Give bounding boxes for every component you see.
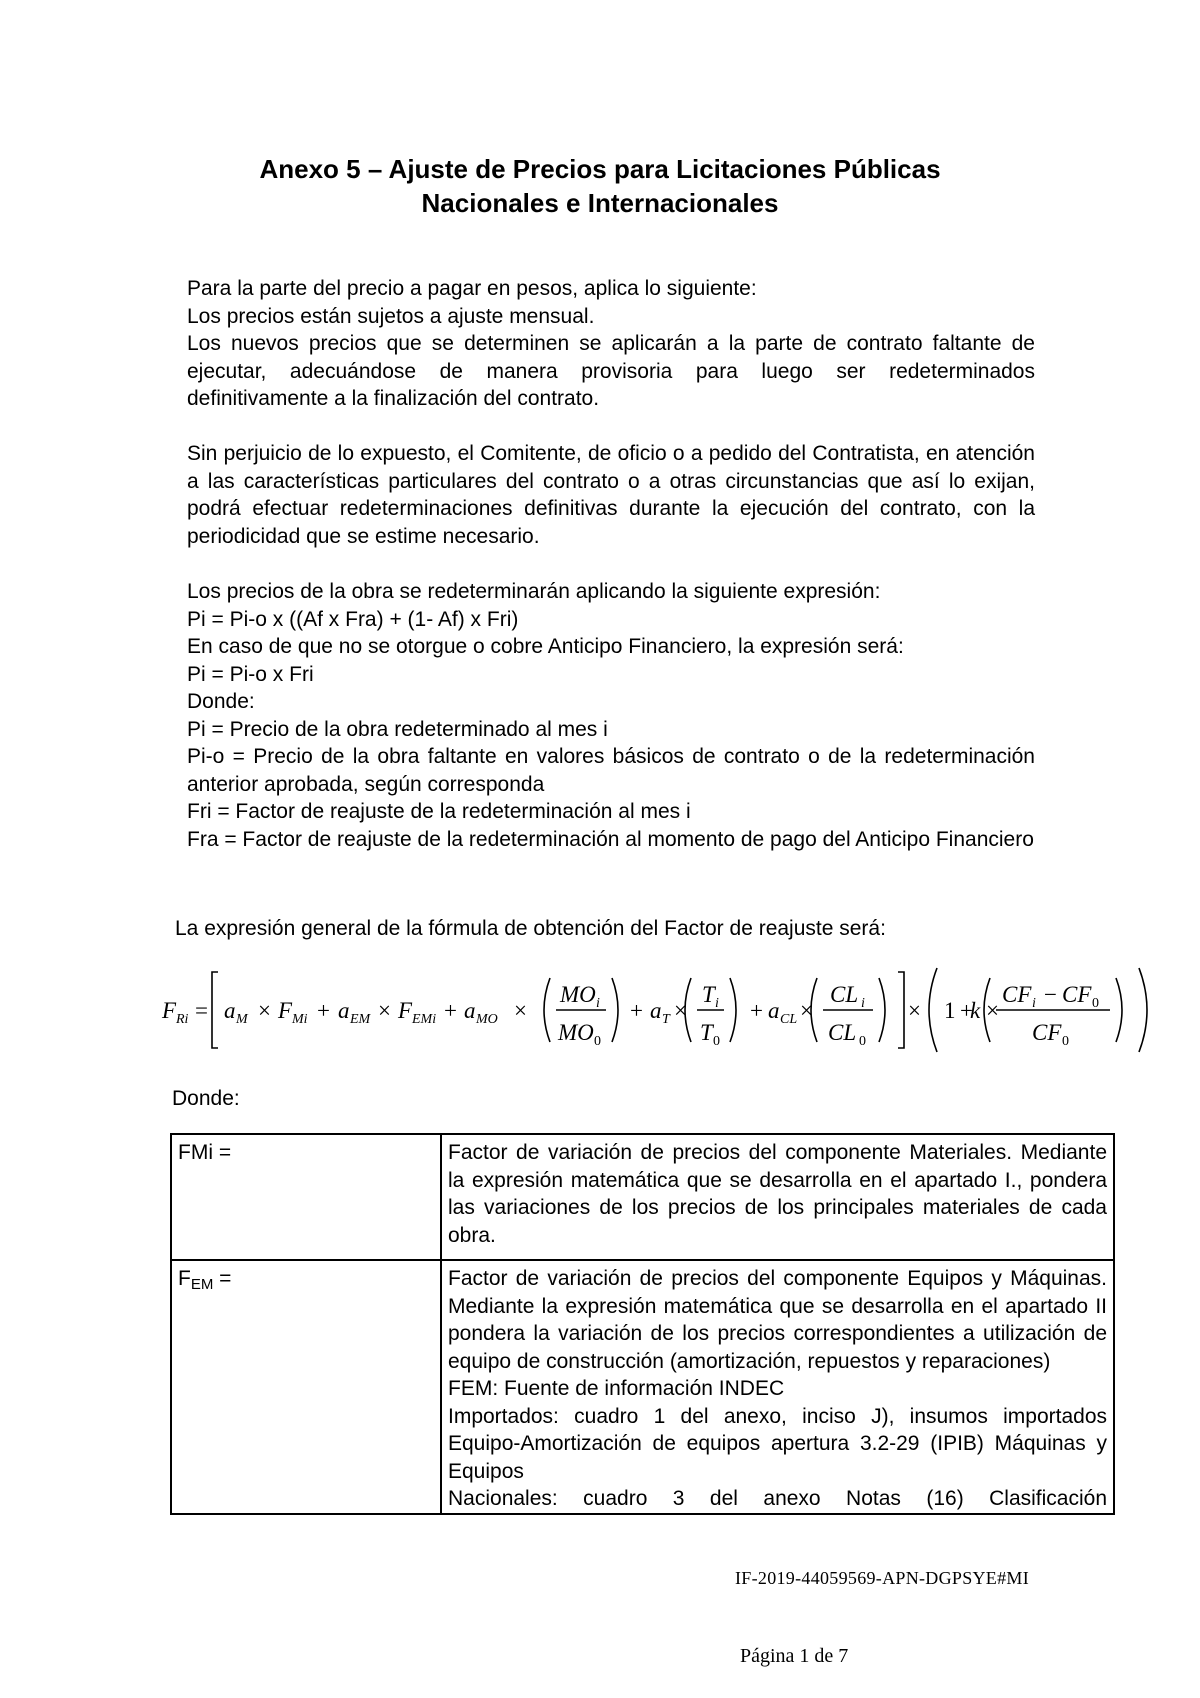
formula-EM: EM xyxy=(350,1012,371,1027)
formula-aM: a xyxy=(224,998,236,1023)
def-key-fem: $F_{EM}$ = xyxy=(171,1260,441,1514)
donde-label: Donde: xyxy=(187,690,255,713)
donde-label-2: Donde: xyxy=(172,1087,240,1110)
bracket-left xyxy=(212,972,218,1048)
intro-block xyxy=(187,275,1035,413)
table-row xyxy=(171,1134,1114,1260)
formula-CL0: CL xyxy=(828,1020,857,1045)
def-fra: Fra = Factor de reajuste de la redeterminación al momento de pago del Anticipo Financiero xyxy=(187,827,1034,851)
formula-MOi: MO xyxy=(560,982,596,1007)
formula-p4: + xyxy=(750,998,763,1023)
formula-Mi: Mi xyxy=(292,1012,308,1027)
formula-aCL: a xyxy=(768,998,780,1023)
formula-p5: + xyxy=(960,998,973,1023)
formula-x2: × xyxy=(378,998,391,1023)
def-fem-source: FEM: Fuente de información INDEC xyxy=(448,1377,785,1400)
paren-outer-left xyxy=(929,968,937,1052)
formula-FEMi: F xyxy=(398,998,413,1023)
def-fem-text: Factor de variación de precios del componente Equipos y Máquinas. Mediante la expresión matemática que se desarrolla en el apartado II pondera la variación de los precios correspondientes a utilización de equipo de construcción (amortización, repuestos y reparaciones) xyxy=(448,1267,1107,1373)
paren-cl-right xyxy=(879,978,885,1042)
formula-aT: a xyxy=(650,998,662,1023)
formula-CLi: CL xyxy=(830,982,859,1007)
formula-T0: T xyxy=(700,1020,713,1045)
paren-t-right xyxy=(730,978,736,1042)
document-id: IF-2019-44059569-APN-DGPSYE#MI xyxy=(735,1568,1030,1588)
formula-aMO: a xyxy=(464,998,476,1023)
formula-CFi-sub: i xyxy=(1032,996,1036,1011)
formula-k: k xyxy=(970,998,981,1023)
formula-Ti: T xyxy=(702,982,715,1007)
adjustment-factor-formula xyxy=(160,964,1150,1056)
formula-M: M xyxy=(236,1012,248,1027)
def-key-fmi: FMi = xyxy=(171,1134,441,1260)
def-pi: Pi = Precio de la obra redeterminado al mes i xyxy=(187,717,608,741)
formula-MO0-sub: 0 xyxy=(594,1034,601,1049)
formula-EMi: EMi xyxy=(412,1012,437,1027)
formula-T: T xyxy=(662,1012,670,1027)
formula-CFi: CF xyxy=(1002,982,1032,1007)
formula-CL0-sub: 0 xyxy=(859,1034,866,1049)
paren-cf-right xyxy=(1116,978,1122,1042)
expression-2: Pi = Pi-o x Fri xyxy=(187,662,314,686)
expression-no-advance: En caso de que no se otorgue o cobre Anticipo Financiero, la expresión será: xyxy=(187,635,904,658)
formula-T0-sub: 0 xyxy=(713,1034,720,1049)
formula-x5: × xyxy=(800,998,813,1023)
paragraph-sin-perjuicio: Sin perjuicio de lo expuesto, el Comitente, de oficio o a pedido del Contratista, en atención a las características particulares del contrato o a otras circunstancias que así lo exijan, podrá efectuar redeterminaciones definitivas durante la ejecución del contrato, con la periodicidad que se estime necesario. xyxy=(187,442,1035,548)
intro-line-2: Los precios están sujetos a ajuste mensual. xyxy=(187,304,595,328)
formula-x4: × xyxy=(674,998,687,1023)
page-number: Página 1 de 7 xyxy=(740,1645,849,1667)
intro-paragraph: Los nuevos precios que se determinen se aplicarán a la parte de contrato faltante de ejecutar, adecuándose de manera provisoria para luego ser redeterminados definitivamente a la finalización del contrato. xyxy=(187,332,1035,410)
formula-MOi-sub: i xyxy=(596,996,600,1011)
formula-minus: − xyxy=(1044,982,1057,1007)
formula-CF0-top: CF xyxy=(1062,982,1092,1007)
title-line-1: Anexo 5 – Ajuste de Precios para Licitaciones Públicas xyxy=(259,154,941,184)
formula-CF0: CF xyxy=(1032,1020,1062,1045)
intro-line-1: Para la parte del precio a pagar en pesos, aplica lo siguiente: xyxy=(187,277,757,300)
general-expression-label: La expresión general de la fórmula de obtención del Factor de reajuste será: xyxy=(175,917,886,940)
formula-x1: × xyxy=(258,998,271,1023)
definitions-table xyxy=(170,1133,1115,1515)
expression-intro: Los precios de la obra se redeterminarán aplicando la siguiente expresión: xyxy=(187,580,881,603)
formula-eq: = xyxy=(195,998,208,1023)
def-fri: Fri = Factor de reajuste de la redeterminación al mes i xyxy=(187,800,691,823)
formula-CF0-sub: 0 xyxy=(1062,1034,1069,1049)
formula-p2: + xyxy=(444,998,457,1023)
formula-CLi-sub: i xyxy=(861,996,865,1011)
document-title xyxy=(0,152,1200,220)
def-fem-national: Nacionales: cuadro 3 del anexo Notas (16) Clasificación xyxy=(448,1487,1107,1510)
bracket-right xyxy=(898,972,904,1048)
formula-MO: MO xyxy=(476,1012,498,1027)
formula-CF0-top-sub: 0 xyxy=(1092,996,1099,1011)
formula-p1: + xyxy=(317,998,330,1023)
formula-x7: × xyxy=(986,998,999,1023)
paren-outer-right xyxy=(1139,968,1147,1052)
formula-p3: + xyxy=(630,998,643,1023)
table-row xyxy=(171,1260,1114,1514)
formula-Ri: Ri xyxy=(176,1012,189,1027)
def-value-fmi xyxy=(441,1134,1114,1260)
formula-one: 1 xyxy=(944,998,956,1023)
formula-FMi: F xyxy=(278,998,293,1023)
formula-MO0: MO xyxy=(558,1020,594,1045)
formula-x3: × xyxy=(514,998,527,1023)
formula-x6: × xyxy=(908,998,921,1023)
def-fmi-text: Factor de variación de precios del componente Materiales. Mediante la expresión matemática que se desarrolla en el apartado I., pondera las variaciones de los precios de los principales materiales de cada obra. xyxy=(448,1141,1107,1247)
def-fem-imported: Importados: cuadro 1 del anexo, inciso J), insumos importados Equipo-Amortización de equipos apertura 3.2-29 (IPIB) Máquinas y Equipos xyxy=(448,1404,1107,1483)
formula-F: F xyxy=(162,998,177,1023)
def-value-fem xyxy=(441,1260,1114,1514)
formula-CL: CL xyxy=(780,1012,798,1027)
def-pio: Pi-o = Precio de la obra faltante en valores básicos de contrato o de la redeterminación anterior aprobada, según corresponda xyxy=(187,745,1035,796)
expression-block xyxy=(187,578,1035,853)
paren-mo-right xyxy=(612,978,618,1042)
formula-aEM: a xyxy=(338,998,350,1023)
formula-Ti-sub: i xyxy=(715,996,719,1011)
paren-mo-left xyxy=(544,978,550,1042)
expression-1: Pi = Pi-o x ((Af x Fra) + (1- Af) x Fri) xyxy=(187,607,519,631)
title-line-2: Nacionales e Internacionales xyxy=(421,188,779,218)
